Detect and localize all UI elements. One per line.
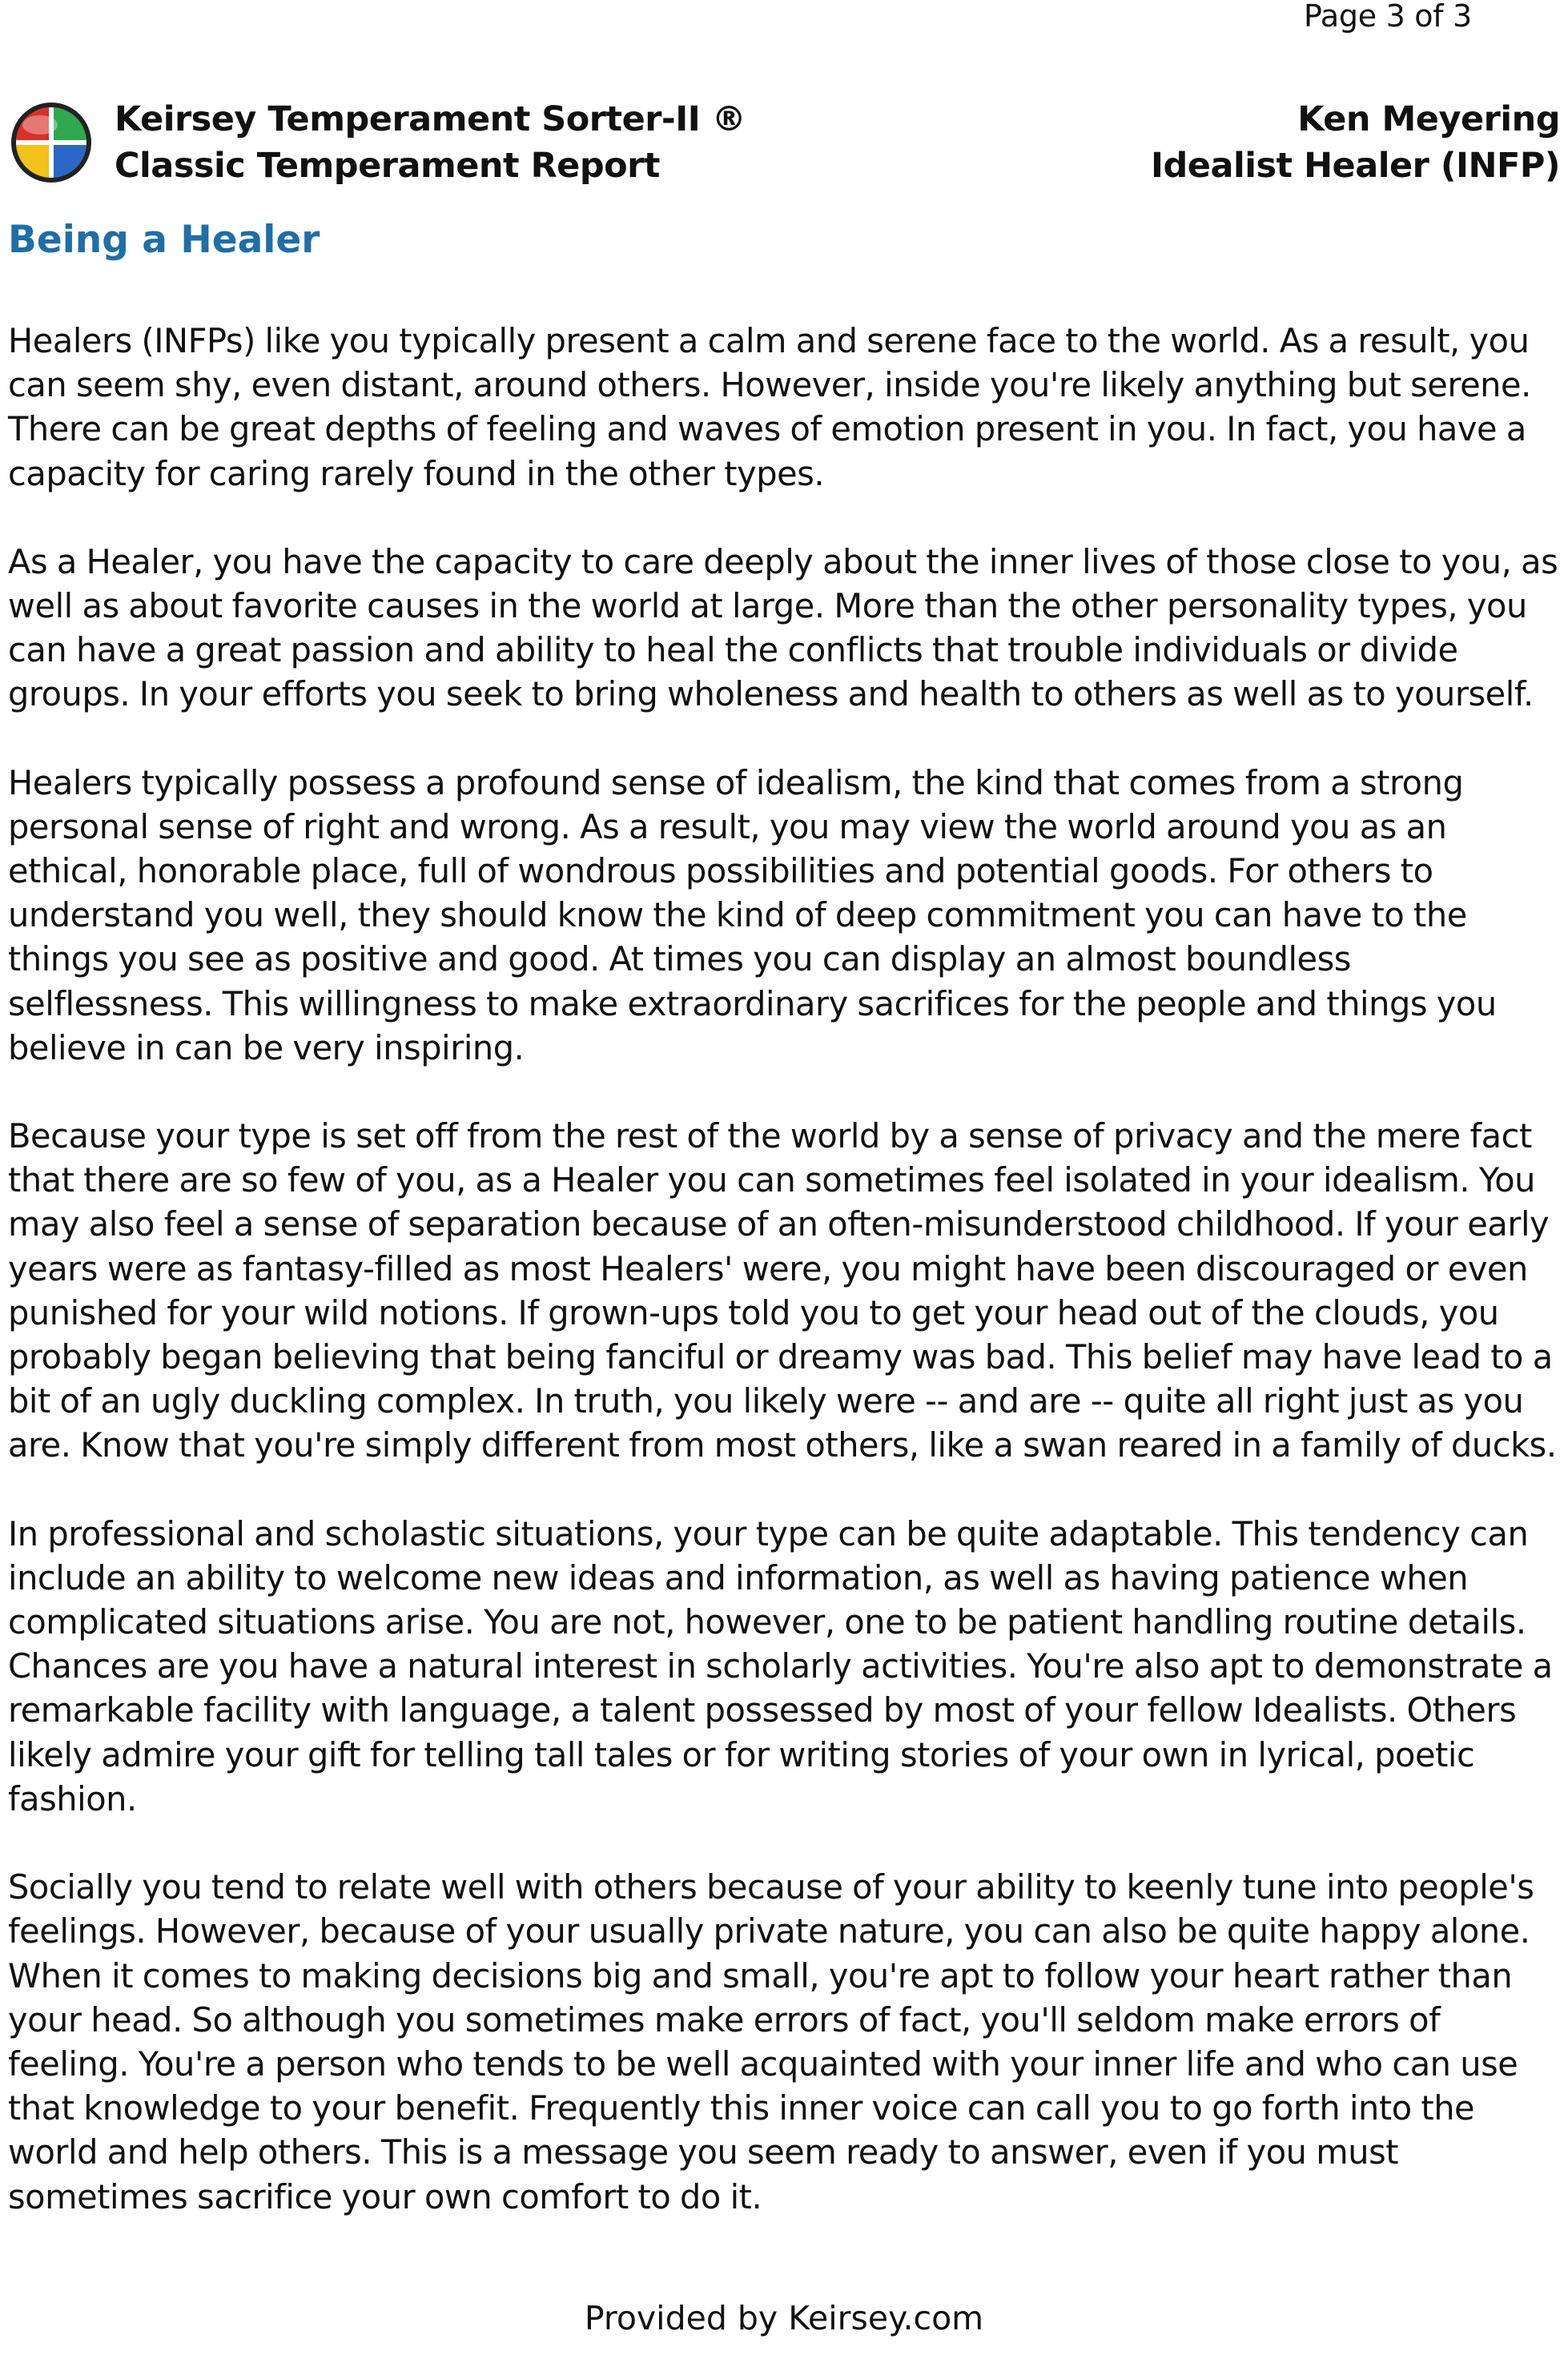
paragraph: Healers (INFPs) like you typically present a calm and serene face to the world. As a result, you can seem shy, even distant, around others. However, inside you're likely anything but serene. There can be great depths of feeling and waves of emotion present in you. In fact, you have a capacity for caring rarely found in the other types. — [8, 321, 1531, 493]
product-name: Keirsey Temperament Sorter-II ® — [115, 99, 746, 139]
quadrant-circle-icon — [8, 99, 94, 186]
page-number: Page 3 of 3 — [1304, 0, 1472, 34]
paragraph: Because your type is set off from the rest of the world by a sense of privacy and the mere fact that there are so few of you, as a Healer you can sometimes feel isolated in your idealism. You may also feel a sense of separation because of an often-misunderstood childhood. If your early years were as fantasy-filled as most Healers' were, you might have been discouraged or even punished for your wild notions. If grown-ups told you to get your head out of the clouds, you probably began believing that being fanciful or dreamy was bad. This belief may have lead to a bit of an ugly duckling complex. In truth, you likely were -- and are -- quite all right just as you are. Know that you're simply different from most others, like a swan reared in a family of ducks. — [8, 1116, 1557, 1465]
person-type: Idealist Healer (INFP) — [1151, 146, 1560, 186]
report-title-block — [115, 96, 746, 189]
person-name: Ken Meyering — [1297, 99, 1560, 139]
paragraph: Healers typically possess a profound sense of idealism, the kind that comes from a strong personal sense of right and wrong. As a result, you may view the world around you as an ethical, honorable place, full of wondrous possibilities and potential goods. For others to understand you well, they should know the kind of deep commitment you can have to the things you see as positive and good. At times you can display an almost boundless selflessness. This willingness to make extraordinary sacrifices for the people and things you believe in can be very inspiring. — [8, 762, 1497, 1067]
report-body — [8, 319, 1562, 2263]
person-info-block — [1151, 96, 1560, 189]
paragraph: As a Healer, you have the capacity to care deeply about the inner lives of those close to you, as well as about favorite causes in the world at large. More than the other personality types, you can have a great passion and ability to heal the conflicts that trouble individuals or divide groups. In your efforts you seek to bring wholeness and health to others as well as to yourself. — [8, 541, 1558, 714]
footer-provider: Provided by Keirsey.com — [584, 2299, 984, 2337]
paragraph: Socially you tend to relate well with others because of your ability to keenly tune into people's feelings. However, because of your usually private nature, you can also be quite happy alone. When it comes to making decisions big and small, you're apt to follow your heart rather than your head. So although you sometimes make errors of fact, you'll seldom make errors of feeling. You're a person who tends to be well acquainted with your inner life and who can use that knowledge to your benefit. Frequently this inner voice can call you to go forth into the world and help others. This is a message you seem ready to answer, even if you must sometimes sacrifice your own comfort to do it. — [8, 1867, 1534, 2216]
paragraph: In professional and scholastic situations, your type can be quite adaptable. This tendency can include an ability to welcome new ideas and information, as well as having patience when complicated situations arise. You are not, however, one to be patient handling routine details. Chances are you have a natural interest in scholarly activities. You're also apt to demonstrate a remarkable facility with language, a talent possessed by most of your fellow Idealists. Others likely admire your gift for telling tall tales or for writing stories of your own in lyrical, poetic fashion. — [8, 1513, 1553, 1818]
keirsey-logo-icon — [8, 99, 94, 186]
report-name: Classic Temperament Report — [115, 146, 660, 186]
section-title: Being a Healer — [8, 218, 320, 262]
